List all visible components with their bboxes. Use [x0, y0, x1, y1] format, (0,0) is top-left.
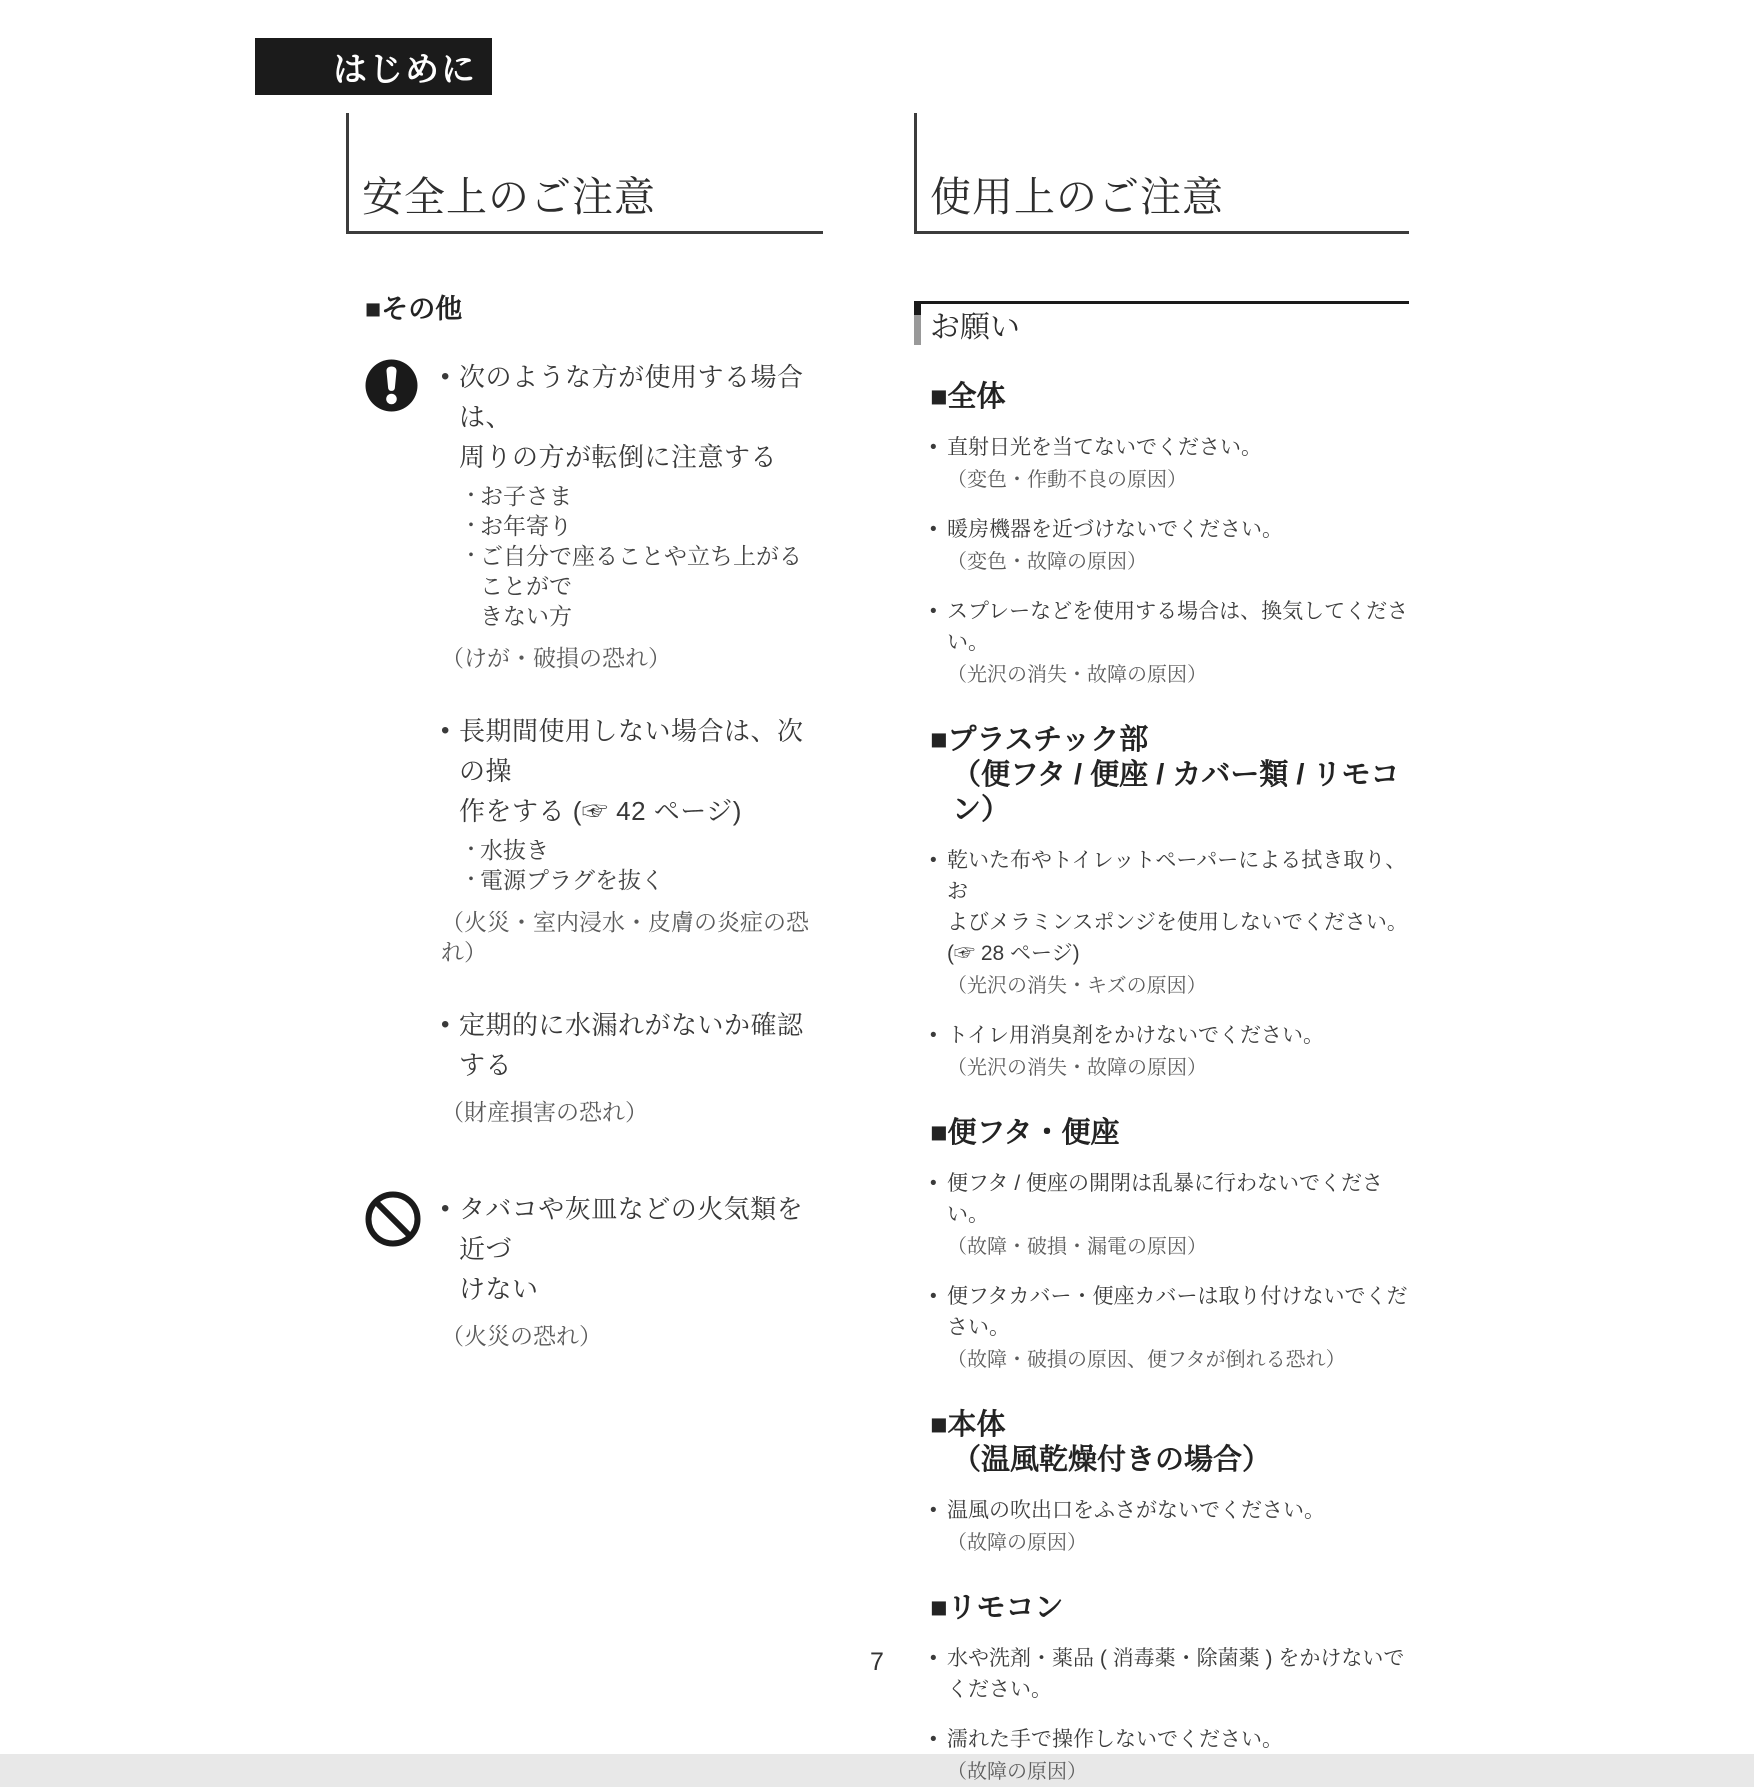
item-text: 温風の吹出口をふさがないでください。 — [947, 1499, 1325, 1522]
section-plastic — [930, 723, 1409, 1083]
bullet: • — [930, 1173, 937, 1194]
section-heading: ■便フタ・便座 — [930, 1117, 1120, 1149]
sub-bullet: ・ — [461, 515, 481, 537]
sub-bullet: ・ — [461, 545, 481, 567]
list-item — [930, 514, 1409, 577]
item-text: い。 — [947, 631, 989, 654]
item-text: 便フタカバー・便座カバーは取り付けないでくだ — [947, 1285, 1408, 1308]
section-whole — [930, 380, 1409, 690]
list-item — [441, 1005, 823, 1127]
sub-bullet: ・ — [461, 485, 481, 507]
bullet: • — [930, 437, 937, 458]
risk-note: （光沢の消失・故障の原因） — [947, 664, 1207, 686]
section-heading-sub: （温風乾燥付きの場合） — [952, 1444, 1272, 1476]
list-item — [930, 1724, 1409, 1787]
risk-note: （故障・破損の原因、便フタが倒れる恐れ） — [947, 1349, 1346, 1371]
item-text: 暖房機器を近づけないでください。 — [947, 518, 1283, 541]
subsection-heading-other: ■その他 — [365, 294, 463, 324]
mandatory-icon — [365, 399, 418, 416]
item-text: 長期間使用しない場合は、次の操 — [459, 716, 804, 786]
bullet: • — [930, 1729, 937, 1750]
list-item — [930, 1495, 1409, 1558]
risk-note: （火災・室内浸水・皮膚の炎症の恐れ） — [441, 909, 809, 965]
usage-title: 使用上のご注意 — [914, 113, 1409, 234]
request-banner-bar — [914, 304, 921, 345]
sub-item-text: きない方 — [480, 603, 572, 629]
safety-body — [346, 292, 823, 1351]
section-heading: ■リモコン — [930, 1592, 1064, 1624]
section-main-unit — [930, 1408, 1409, 1558]
item-text: 次のような方が使用する場合は、 — [459, 362, 804, 432]
sub-bullet: ・ — [461, 839, 481, 861]
list-item — [441, 1189, 823, 1351]
sub-item-text: 電源プラグを抜く — [480, 867, 664, 893]
request-banner — [914, 301, 1409, 347]
page-number: 7 — [870, 1648, 884, 1676]
risk-note: （変色・作動不良の原因） — [947, 469, 1187, 491]
bullet: • — [930, 1648, 937, 1669]
section-heading-sub: （便フタ / 便座 / カバー類 / リモコン） — [952, 759, 1400, 826]
item-text: 直射日光を当てないでください。 — [947, 436, 1262, 459]
list-item — [441, 711, 823, 967]
list-item — [441, 357, 823, 673]
item-text: 水や洗剤・薬品 ( 消毒薬・除菌薬 ) をかけないで — [947, 1647, 1405, 1670]
section-tab: はじめに — [255, 38, 492, 95]
safety-title: 安全上のご注意 — [346, 113, 823, 234]
bullet: • — [441, 1195, 450, 1222]
item-text: ください。 — [947, 1678, 1052, 1701]
bullet: • — [441, 363, 450, 390]
item-text: 作をする (☞ 42 ページ) — [459, 796, 742, 826]
item-text: さい。 — [947, 1316, 1010, 1339]
section-remote — [930, 1591, 1409, 1787]
list-item — [930, 845, 1409, 1001]
prohibition-icon — [365, 1234, 421, 1251]
request-label: お願い — [930, 311, 1020, 344]
bullet: • — [930, 1025, 937, 1046]
risk-note: （故障・破損・漏電の原因） — [947, 1236, 1207, 1258]
section-lid-seat — [930, 1116, 1409, 1375]
risk-note: （火災の恐れ） — [441, 1323, 602, 1349]
item-text: スプレーなどを使用する場合は、換気してくださ — [947, 600, 1409, 623]
item-text: 周りの方が転倒に注意する — [459, 442, 778, 472]
item-text: 濡れた手で操作しないでください。 — [947, 1728, 1283, 1751]
item-text: タバコや灰皿などの火気類を近づ — [459, 1194, 804, 1264]
item-text: (☞ 28 ページ) — [947, 942, 1080, 965]
list-item — [930, 1168, 1409, 1262]
risk-note: （財産損害の恐れ） — [441, 1099, 648, 1125]
bullet: • — [930, 850, 937, 871]
bullet: • — [930, 519, 937, 540]
bullet: • — [930, 1286, 937, 1307]
list-item — [930, 432, 1409, 495]
item-text: よびメラミンスポンジを使用しないでください。 — [947, 911, 1408, 934]
bullet: • — [441, 717, 450, 744]
item-text: 便フタ / 便座の開閉は乱暴に行わないでください。 — [947, 1172, 1384, 1226]
list-item — [930, 596, 1409, 690]
prohibition-group — [365, 1189, 823, 1351]
sub-item-text: ご自分で座ることや立ち上がることがで — [480, 543, 802, 599]
sub-bullet: ・ — [461, 869, 481, 891]
item-text: 乾いた布やトイレットペーパーによる拭き取り、お — [947, 849, 1407, 903]
usage-body — [914, 380, 1409, 1787]
usage-column — [914, 113, 1409, 1787]
sub-item-text: 水抜き — [480, 837, 549, 863]
sub-item-text: お子さま — [480, 483, 572, 509]
item-text: トイレ用消臭剤をかけないでください。 — [947, 1024, 1324, 1047]
bullet: • — [930, 601, 937, 622]
section-heading: ■全体 — [930, 381, 1006, 413]
bullet: • — [930, 1500, 937, 1521]
risk-note: （故障の原因） — [947, 1761, 1087, 1783]
sub-item-text: お年寄り — [480, 513, 572, 539]
risk-note: （けが・破損の恐れ） — [441, 645, 671, 671]
list-item — [930, 1020, 1409, 1083]
list-item — [930, 1281, 1409, 1375]
safety-column — [346, 113, 823, 1351]
risk-note: （光沢の消失・故障の原因） — [947, 1057, 1207, 1079]
section-heading: ■本体 — [930, 1409, 1006, 1441]
risk-note: （故障の原因） — [947, 1532, 1087, 1554]
mandatory-group — [365, 357, 823, 1127]
item-text: 定期的に水漏れがないか確認する — [459, 1010, 804, 1080]
item-text: けない — [459, 1274, 539, 1304]
risk-note: （光沢の消失・キズの原因） — [947, 975, 1207, 997]
section-heading: ■プラスチック部 — [930, 724, 1149, 756]
risk-note: （変色・故障の原因） — [947, 551, 1147, 573]
bullet: • — [441, 1011, 450, 1038]
